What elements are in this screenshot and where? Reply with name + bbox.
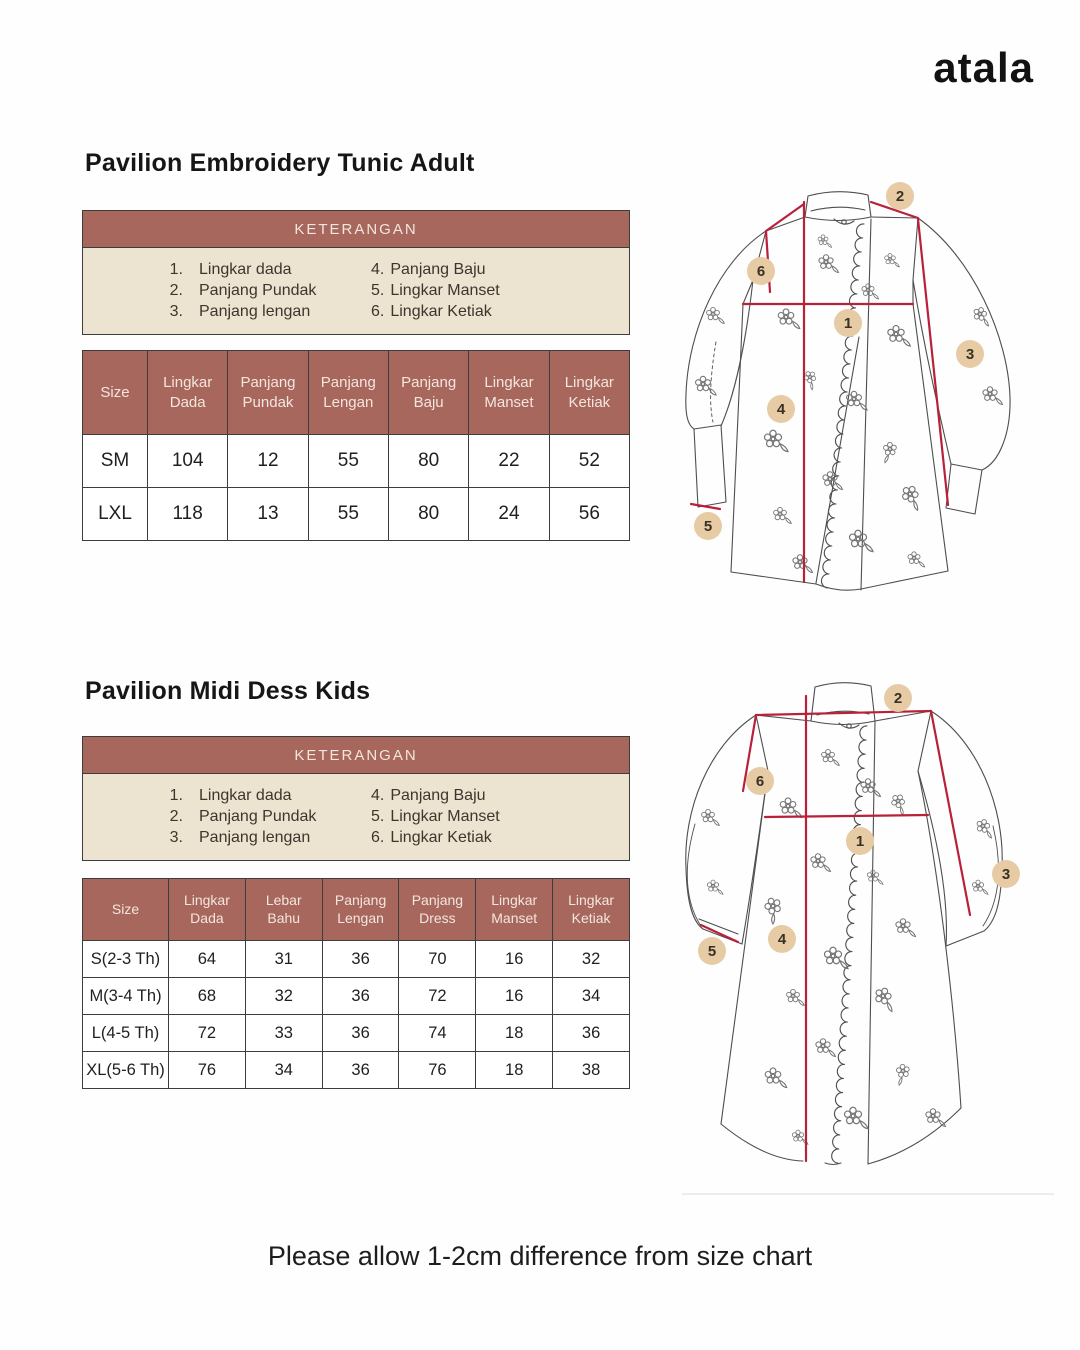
callout-5-label: 5	[703, 518, 713, 535]
section-title-kids: Pavilion Midi Dess Kids	[85, 677, 371, 705]
col-header: Panjang Dress	[399, 879, 476, 941]
legend-item	[159, 259, 371, 280]
diagram-baseline	[682, 1193, 1054, 1195]
callout-4	[768, 925, 796, 953]
callout-3-label: 3	[965, 346, 975, 363]
legend-number: 3.	[169, 829, 183, 847]
scallop-edge	[832, 726, 867, 1163]
sleeve-right-inner	[913, 280, 951, 464]
legend-item	[371, 301, 500, 322]
col-header: Lingkar Ketiak	[549, 351, 629, 435]
section-title-adult: Pavilion Embroidery Tunic Adult	[85, 149, 475, 177]
legend-item	[159, 806, 371, 827]
legend-label: Lingkar Manset	[390, 808, 500, 826]
legend-item	[371, 280, 500, 301]
legend-number: 6.	[371, 829, 385, 847]
col-header: Lebar Bahu	[245, 879, 322, 941]
cuff-left	[694, 425, 726, 507]
callout-2-label: 2	[895, 188, 905, 205]
col-header: Lingkar Manset	[476, 879, 553, 941]
col-header: Lingkar Manset	[469, 351, 549, 435]
cell-size: SM	[83, 435, 148, 488]
callout-5	[698, 937, 726, 965]
legend-number: 5.	[371, 808, 385, 826]
legend-label: Panjang Pundak	[199, 282, 317, 300]
measurement-lines	[701, 696, 970, 1161]
callout-1	[846, 827, 874, 855]
brand-logo: atala	[933, 44, 1034, 91]
cell: 80	[388, 435, 468, 488]
callout-4	[767, 395, 795, 423]
callout-4-label: 4	[776, 401, 786, 418]
cell: 18	[476, 1052, 553, 1089]
legend-label: Lingkar Ketiak	[390, 303, 492, 321]
collar	[811, 683, 875, 721]
cell-size: XL(5-6 Th)	[83, 1052, 169, 1089]
cell-size: M(3-4 Th)	[83, 978, 169, 1015]
cell: 38	[553, 1052, 630, 1089]
hem-right	[868, 1108, 961, 1164]
embroidery-motifs	[702, 749, 996, 1144]
cell: 104	[148, 435, 228, 488]
cuff-right	[946, 931, 984, 946]
cell: 74	[399, 1015, 476, 1052]
legend-number: 6.	[371, 303, 385, 321]
col-header-size: Size	[83, 351, 148, 435]
measure-line-5	[691, 504, 720, 509]
sleeve-left-outer	[686, 715, 756, 929]
col-header: Panjang Lengan	[322, 879, 399, 941]
cell: 36	[322, 978, 399, 1015]
kids-dress-diagram	[653, 676, 1051, 1191]
armhole-right	[913, 218, 918, 280]
footer-note: Please allow 1-2cm difference from size chart	[267, 1241, 813, 1271]
cell: 36	[553, 1015, 630, 1052]
kids-diagram-wrap	[653, 676, 1051, 1196]
legend-label: Lingkar Ketiak	[390, 829, 492, 847]
garment-outline	[686, 192, 1010, 590]
shoulder-left	[766, 217, 805, 231]
cell-size: LXL	[83, 488, 148, 541]
legend-number: 5.	[371, 282, 385, 300]
cell: 31	[245, 941, 322, 978]
cell: 12	[228, 435, 308, 488]
garment-outline	[686, 683, 1002, 1165]
hem-right	[861, 571, 948, 589]
col-header: Lingkar Dada	[169, 879, 246, 941]
table-row	[83, 1015, 630, 1052]
table-header-row	[83, 879, 630, 941]
cell: 70	[399, 941, 476, 978]
sleeve-left-inner	[721, 280, 753, 426]
legend-column-left	[159, 259, 371, 322]
keterangan-header: KETERANGAN	[83, 737, 629, 774]
cell: 64	[169, 941, 246, 978]
cell: 118	[148, 488, 228, 541]
cell: 16	[476, 941, 553, 978]
callout-4-label: 4	[777, 931, 787, 948]
table-row	[83, 1052, 630, 1089]
callout-3-label: 3	[1001, 866, 1011, 883]
collar-inner	[811, 207, 865, 211]
callout-6-label: 6	[755, 773, 765, 790]
legend-item	[371, 827, 500, 848]
legend-number: 3.	[169, 303, 183, 321]
cuff-right	[946, 464, 982, 514]
col-header: Lingkar Ketiak	[553, 879, 630, 941]
legend-label: Lingkar Manset	[390, 282, 500, 300]
legend-label: Panjang Pundak	[199, 808, 317, 826]
col-header-size: Size	[83, 879, 169, 941]
armhole-left	[756, 715, 768, 771]
legend-number: 2.	[169, 808, 183, 826]
body-right-edge	[918, 771, 961, 1108]
legend-number: 1.	[169, 261, 183, 278]
table-row	[83, 978, 630, 1015]
legend-item	[371, 785, 500, 806]
cell: 72	[169, 1015, 246, 1052]
collar	[805, 192, 871, 217]
adult-size-table	[82, 350, 630, 541]
callouts	[694, 182, 984, 540]
cell: 34	[245, 1052, 322, 1089]
legend-item	[371, 806, 500, 827]
legend-label: Panjang lengan	[199, 303, 311, 321]
callout-3	[956, 340, 984, 368]
cell: 55	[308, 488, 388, 541]
col-header: Panjang Pundak	[228, 351, 308, 435]
callout-5	[694, 512, 722, 540]
cell: 33	[245, 1015, 322, 1052]
table-row	[83, 435, 630, 488]
legend-number: 4.	[371, 787, 385, 804]
adult-tunic-diagram	[658, 162, 1048, 614]
cell-size: S(2-3 Th)	[83, 941, 169, 978]
armhole-right	[918, 711, 931, 771]
hem-left	[721, 1124, 803, 1161]
cell: 13	[228, 488, 308, 541]
keterangan-box-kids	[82, 736, 630, 861]
cell: 52	[549, 435, 629, 488]
col-header: Lingkar Dada	[148, 351, 228, 435]
callout-1-label: 1	[843, 315, 853, 332]
measure-line-3	[918, 219, 948, 505]
sleeve-left-drape	[711, 342, 716, 422]
table-row	[83, 941, 630, 978]
measure-line-1	[765, 815, 928, 817]
cell: 56	[549, 488, 629, 541]
cell: 72	[399, 978, 476, 1015]
legend-column-left	[159, 785, 371, 848]
legend-item	[159, 301, 371, 322]
legend-item	[159, 827, 371, 848]
cell: 55	[308, 435, 388, 488]
legend-item	[159, 785, 371, 806]
body-left-edge	[721, 771, 768, 1124]
callout-1-label: 1	[855, 833, 865, 850]
keterangan-body	[83, 774, 629, 860]
sleeve-left-drape	[687, 824, 701, 926]
callout-6	[747, 257, 775, 285]
cell: 24	[469, 488, 549, 541]
body-left-edge	[731, 280, 753, 572]
legend-label: Lingkar dada	[199, 787, 292, 804]
cell-size: L(4-5 Th)	[83, 1015, 169, 1052]
col-header: Panjang Baju	[388, 351, 468, 435]
callout-2-label: 2	[893, 690, 903, 707]
legend-label: Panjang Baju	[390, 261, 486, 278]
table-row	[83, 488, 630, 541]
cell: 18	[476, 1015, 553, 1052]
legend-label: Panjang lengan	[199, 829, 311, 847]
callout-3	[992, 860, 1020, 888]
cell: 76	[399, 1052, 476, 1089]
cell: 22	[469, 435, 549, 488]
legend-column-right	[371, 785, 500, 848]
legend-item	[159, 280, 371, 301]
adult-diagram-wrap	[658, 162, 1048, 619]
legend-label: Lingkar dada	[199, 261, 292, 278]
cell: 80	[388, 488, 468, 541]
collar-base	[805, 217, 871, 221]
legend-item	[371, 259, 500, 280]
legend-number: 4.	[371, 261, 385, 278]
cell: 36	[322, 1052, 399, 1089]
col-header: Panjang Lengan	[308, 351, 388, 435]
callout-2	[884, 684, 912, 712]
callout-5-label: 5	[707, 943, 717, 960]
cell: 34	[553, 978, 630, 1015]
cell: 76	[169, 1052, 246, 1089]
collar-base	[811, 721, 875, 725]
callout-2	[886, 182, 914, 210]
keterangan-header: KETERANGAN	[83, 211, 629, 248]
kids-size-table	[82, 878, 630, 1089]
hem-center	[825, 1163, 841, 1165]
callout-6	[746, 767, 774, 795]
cell: 68	[169, 978, 246, 1015]
callout-6-label: 6	[756, 263, 766, 280]
legend-number: 1.	[169, 787, 183, 804]
cell: 32	[553, 941, 630, 978]
cell: 32	[245, 978, 322, 1015]
cell: 36	[322, 941, 399, 978]
legend-number: 2.	[169, 282, 183, 300]
callout-1	[834, 309, 862, 337]
embroidery-motifs	[696, 235, 1003, 573]
legend-column-right	[371, 259, 500, 322]
legend-label: Panjang Baju	[390, 787, 486, 804]
shoulder-right	[871, 217, 918, 218]
keterangan-body	[83, 248, 629, 334]
table-header-row	[83, 351, 630, 435]
cell: 16	[476, 978, 553, 1015]
cell: 36	[322, 1015, 399, 1052]
keterangan-box-adult	[82, 210, 630, 335]
